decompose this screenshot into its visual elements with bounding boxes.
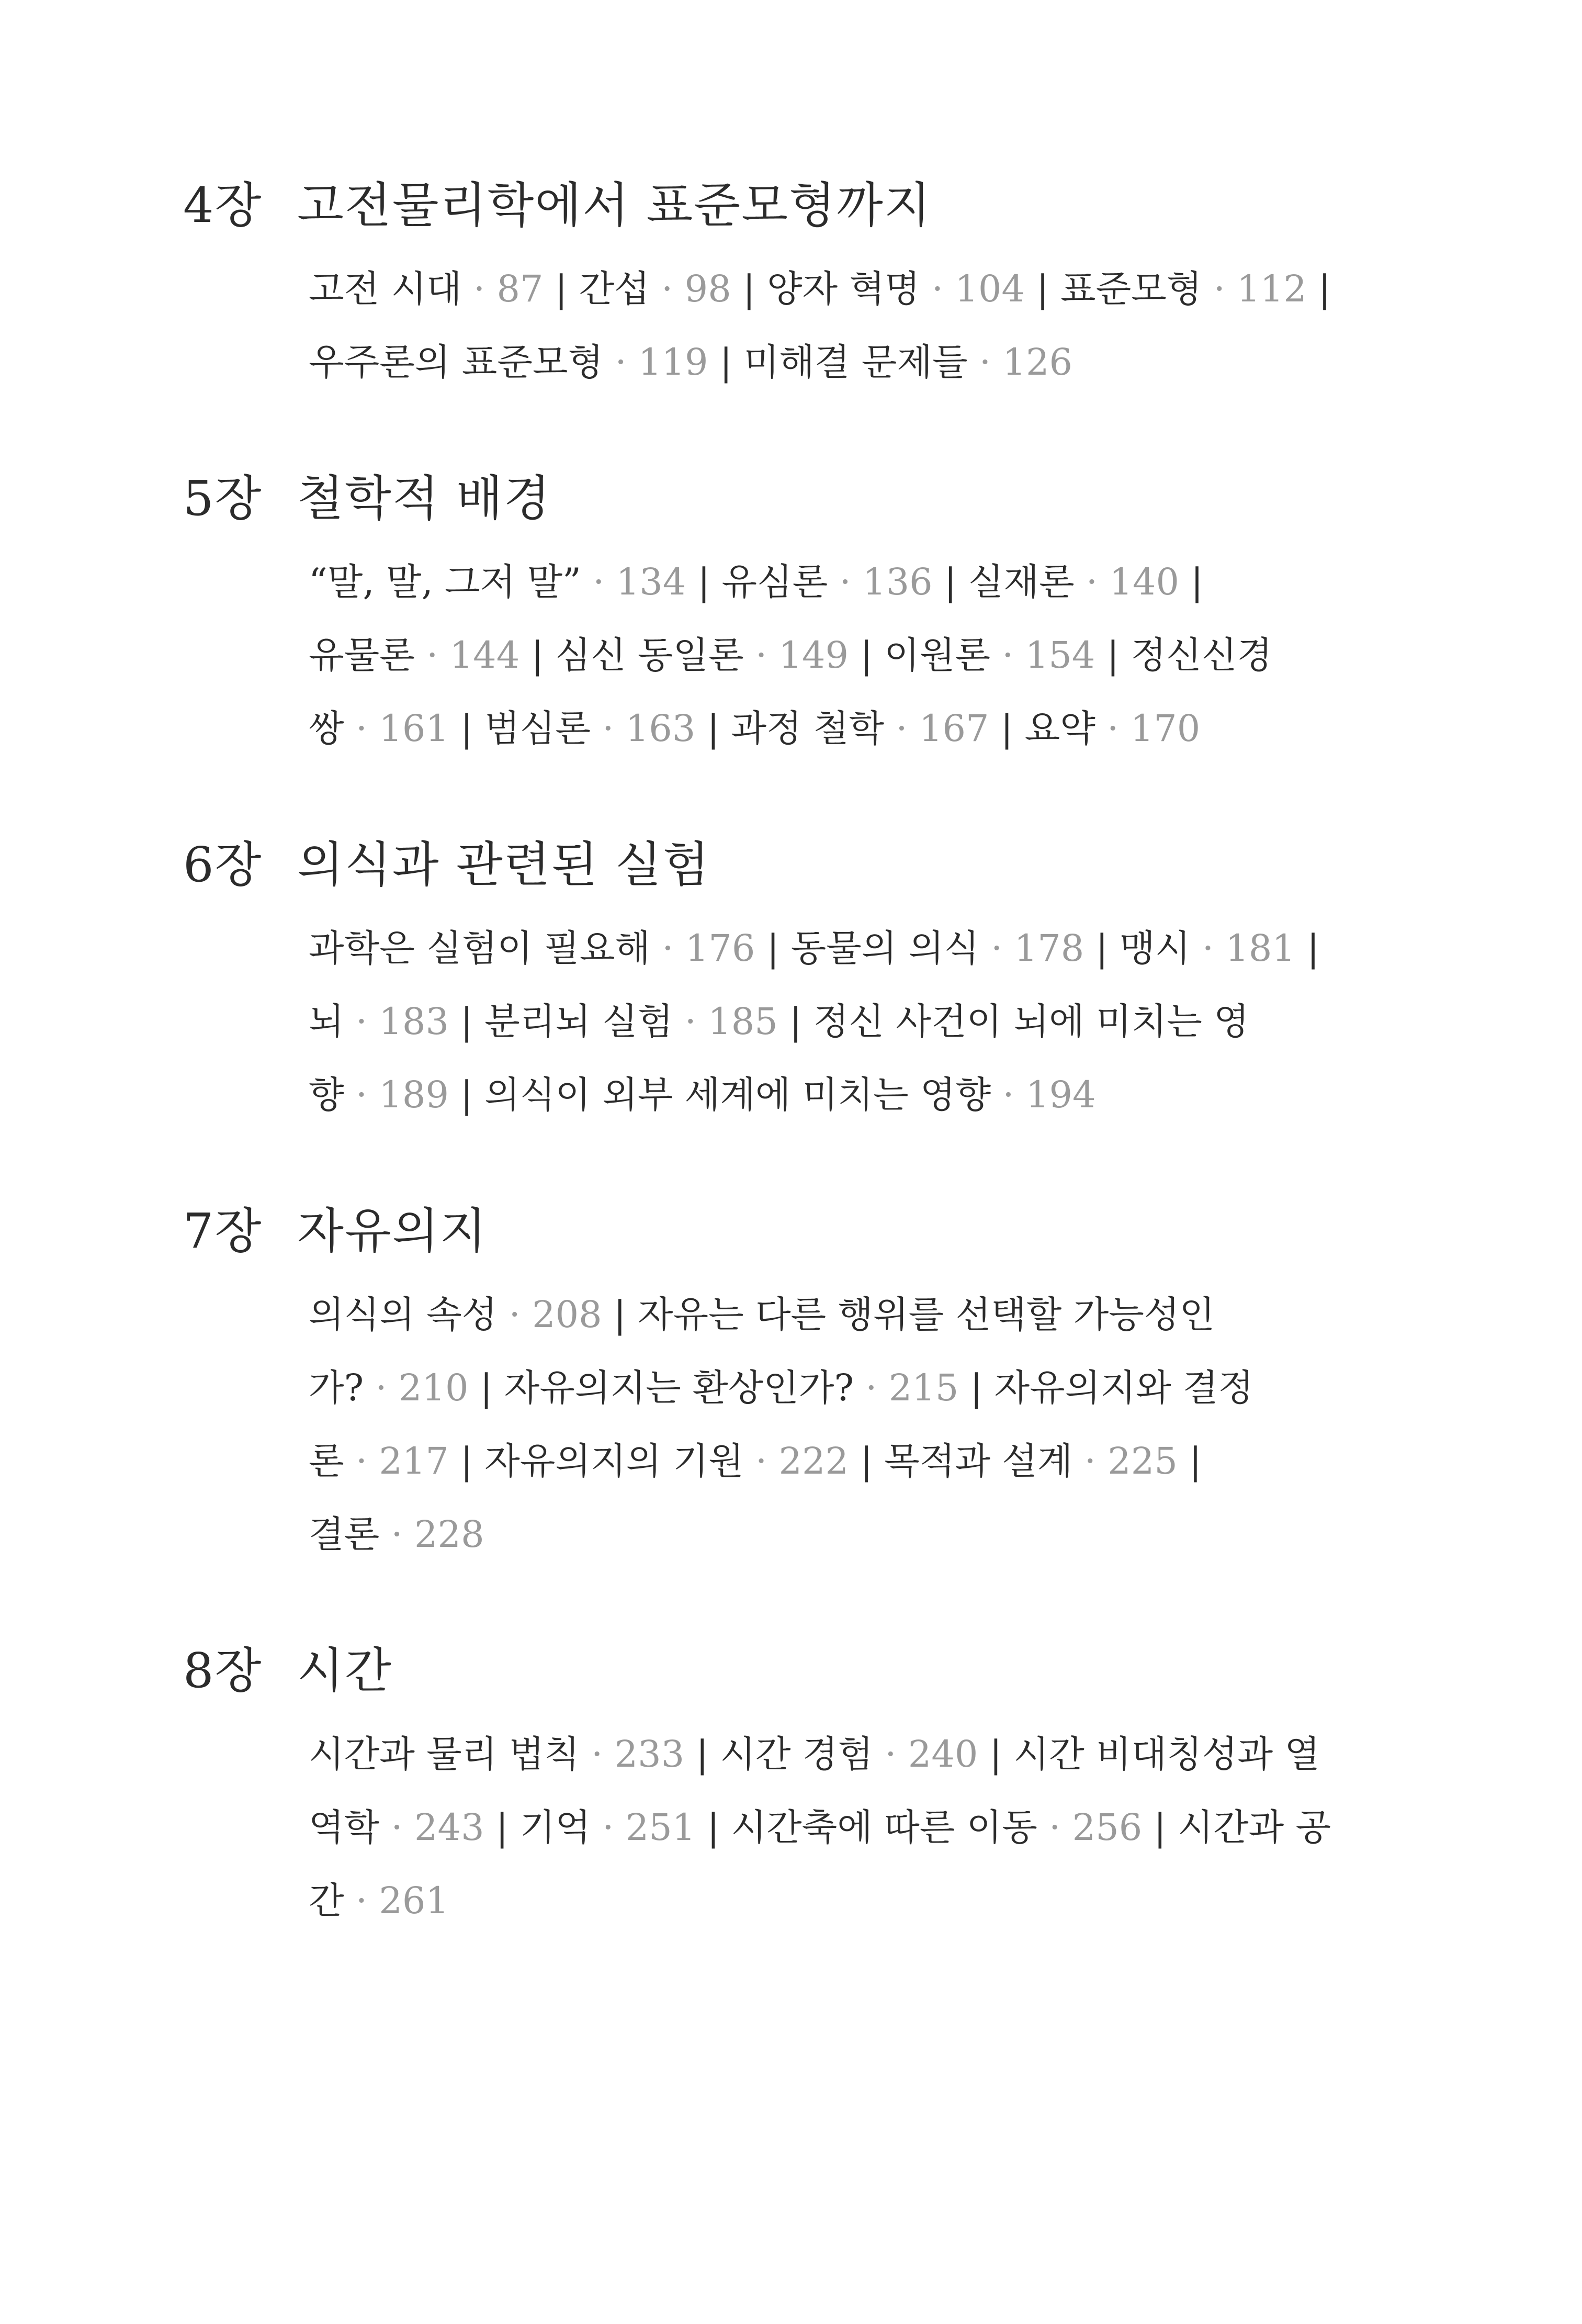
section-title: 기억 [519,1806,591,1849]
page-number: · 185 [673,1000,778,1043]
chapter-entries [183,1278,1386,1571]
toc-line [309,692,1386,765]
section-title: 목적과 설계 [884,1440,1073,1483]
toc-line [309,325,1386,399]
page-number: · 144 [414,634,520,677]
toc-line [309,545,1386,619]
section-title: 양자 혁명 [766,267,920,310]
chapter-entries [183,912,1386,1131]
toc-line [309,1717,1386,1791]
section-title: 자유는 다른 행위를 선택할 가능성인 [637,1293,1215,1336]
page-number: · 170 [1095,707,1201,750]
page-number: · 233 [579,1733,685,1776]
separator: | [958,1366,995,1409]
separator: | [602,1293,638,1336]
chapter-heading [183,455,1386,534]
toc-line [309,1498,1386,1571]
section-title: 분리뇌 실험 [484,1000,673,1043]
separator: | [684,1733,720,1776]
toc-line [309,1058,1386,1131]
chapter-4 [183,162,1386,399]
page-number: · 98 [649,267,731,310]
page-number: · 104 [920,267,1025,310]
chapter-entries [183,1717,1386,1937]
section-title: 시간 경험 [720,1733,874,1776]
page-number: · 161 [344,707,449,750]
chapter-number: 8장 [183,1643,263,1699]
separator: | [1179,560,1203,603]
page-number: · 149 [743,634,849,677]
section-title: 쌍 [309,707,344,750]
section-title: 시간과 공 [1178,1806,1331,1849]
page-number: · 112 [1202,267,1307,310]
toc-line [309,1424,1386,1498]
page-number: · 154 [990,634,1095,677]
separator: | [449,707,485,750]
section-title: 시간 비대칭성과 열 [1013,1733,1320,1776]
chapter-8 [183,1627,1386,1937]
page-number: · 215 [854,1366,959,1409]
section-title: 결론 [309,1513,380,1556]
section-title: 맹시 [1120,927,1191,970]
separator: | [484,1806,520,1849]
chapter-6 [183,822,1386,1131]
section-title: 향 [309,1073,344,1116]
page-number: · 183 [344,1000,449,1043]
chapter-title: 자유의지 [297,1203,488,1259]
separator: | [1084,927,1120,970]
separator: | [755,927,791,970]
section-title: 유심론 [721,560,828,603]
page-number: · 210 [364,1366,469,1409]
section-title: 역학 [309,1806,380,1849]
toc-line [309,1791,1386,1864]
toc-line [309,1278,1386,1351]
page-number: · 126 [967,341,1073,384]
section-title: 유물론 [309,634,415,677]
chapter-heading [183,1627,1386,1706]
page-number: · 256 [1037,1806,1143,1849]
page-number: · 228 [379,1513,484,1556]
section-title: 자유의지의 기원 [484,1440,744,1483]
section-title: 미해결 문제들 [743,341,968,384]
chapter-number: 6장 [183,837,263,893]
toc-line [309,912,1386,985]
separator: | [708,341,744,384]
section-title: 표준모형 [1060,267,1202,310]
toc-line [309,1864,1386,1937]
separator: | [449,1000,485,1043]
separator: | [1095,634,1131,677]
chapter-title: 시간 [297,1643,392,1699]
separator: | [989,707,1025,750]
section-title: 고전 시대 [309,267,462,310]
page-number: · 222 [743,1440,849,1483]
separator: | [695,707,731,750]
chapter-number: 5장 [183,470,263,526]
section-title: 의식의 속성 [309,1293,498,1336]
chapter-heading [183,822,1386,900]
separator: | [1306,267,1331,310]
page-number: · 167 [884,707,989,750]
page-number: · 87 [461,267,544,310]
page-number: · 194 [991,1073,1096,1116]
page-number: · 119 [603,341,708,384]
toc-line [309,619,1386,692]
chapter-entries [183,252,1386,399]
section-title: 가? [309,1366,364,1409]
page-number: · 217 [344,1440,449,1483]
toc-line [309,1351,1386,1424]
page-number: · 225 [1072,1440,1178,1483]
chapter-title: 철학적 배경 [297,470,551,526]
section-title: 시간과 물리 법칙 [309,1733,580,1776]
chapter-5 [183,455,1386,765]
separator: | [543,267,579,310]
separator: | [695,1806,731,1849]
section-title: 의식이 외부 세계에 미치는 영향 [484,1073,991,1116]
section-title: 론 [309,1440,344,1483]
separator: | [449,1073,485,1116]
section-title: 실재론 [968,560,1075,603]
chapter-7 [183,1188,1386,1571]
separator: | [1295,927,1319,970]
section-title: 동물의 의식 [790,927,979,970]
separator: | [932,560,968,603]
separator: | [686,560,722,603]
separator: | [1177,1440,1202,1483]
section-title: 정신신경 [1131,634,1272,677]
page-number: · 134 [581,560,686,603]
section-title: 간섭 [579,267,650,310]
chapter-heading [183,1188,1386,1266]
separator: | [1024,267,1061,310]
page-number: · 208 [497,1293,602,1336]
page-number: · 140 [1074,560,1179,603]
section-title: 과정 철학 [731,707,885,750]
chapter-entries [183,545,1386,765]
toc-line [309,252,1386,325]
page-number: · 136 [828,560,933,603]
chapter-number: 4장 [183,177,263,233]
separator: | [849,634,885,677]
separator: | [978,1733,1014,1776]
section-title: 뇌 [309,1000,344,1043]
section-title: 범심론 [484,707,591,750]
page-number: · 178 [979,927,1084,970]
separator: | [777,1000,813,1043]
chapter-number: 7장 [183,1203,263,1259]
page-number: · 176 [650,927,755,970]
page-number: · 189 [344,1073,449,1116]
section-title: 과학은 실험이 필요해 [309,927,651,970]
separator: | [849,1440,885,1483]
toc-line [309,985,1386,1058]
page-number: · 243 [379,1806,484,1849]
chapter-title: 고전물리학에서 표준모형까지 [297,177,932,233]
page-number: · 261 [344,1879,449,1922]
separator: | [519,634,556,677]
page-number: · 251 [590,1806,696,1849]
section-title: 정신 사건이 뇌에 미치는 영 [813,1000,1249,1043]
section-title: 이원론 [884,634,991,677]
section-title: 간 [309,1879,344,1922]
page-number: · 163 [590,707,696,750]
section-title: 시간축에 따른 이동 [731,1806,1037,1849]
page-number: · 240 [873,1733,978,1776]
section-title: “말, 말, 그저 말” [309,560,581,603]
section-title: 심신 동일론 [555,634,744,677]
separator: | [731,267,767,310]
separator: | [449,1440,485,1483]
section-title: 자유의지는 환상인가? [504,1366,854,1409]
section-title: 자유의지와 결정 [994,1366,1254,1409]
chapter-title: 의식과 관련된 실험 [297,837,710,893]
section-title: 요약 [1024,707,1095,750]
separator: | [468,1366,504,1409]
section-title: 우주론의 표준모형 [309,341,604,384]
page-number: · 181 [1190,927,1296,970]
chapter-heading [183,162,1386,241]
separator: | [1142,1806,1178,1849]
